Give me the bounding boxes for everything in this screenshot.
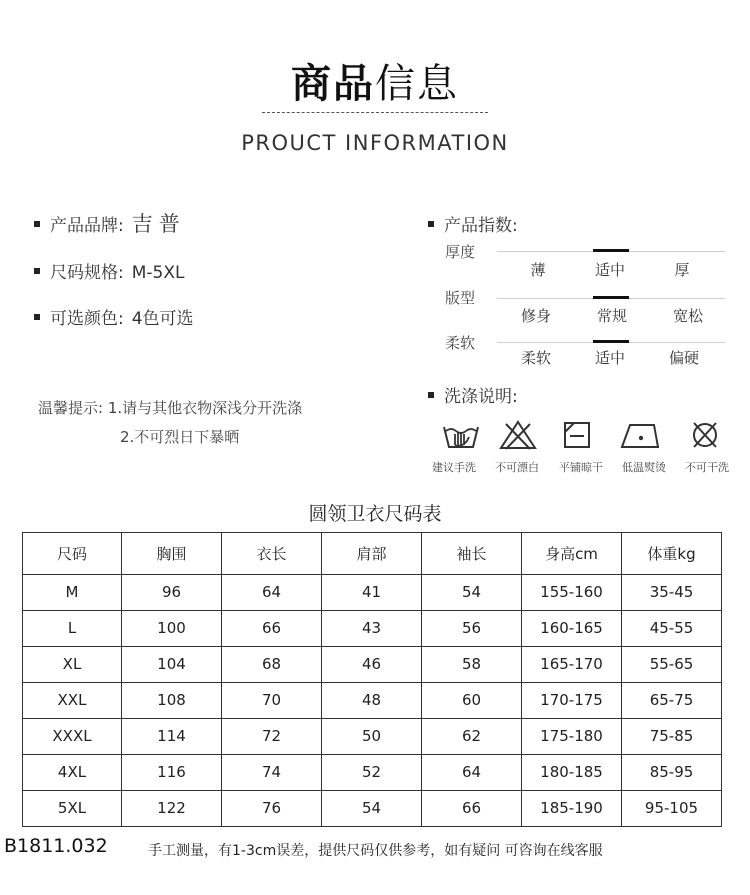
table-cell: XXXL [23, 718, 122, 754]
bullet-icon [34, 268, 40, 274]
table-cell: 52 [322, 754, 422, 790]
table-row [23, 754, 722, 790]
table-cell: 116 [122, 754, 222, 790]
table-header-cell: 尺码 [23, 533, 122, 575]
table-cell: 85-95 [622, 754, 722, 790]
table-cell: 155-160 [522, 574, 622, 610]
table-cell: XXL [23, 682, 122, 718]
table-cell: 48 [322, 682, 422, 718]
color-label: 可选颜色: [50, 309, 124, 329]
table-cell: 5XL [23, 790, 122, 826]
page-title: 商品信息 [291, 61, 459, 107]
index-option: 薄 [530, 261, 546, 279]
table-row [23, 790, 722, 826]
care-label: 不可干洗 [685, 461, 729, 474]
care-heading: 洗涤说明: [428, 382, 518, 407]
table-cell: 60 [422, 682, 522, 718]
index-option: 宽松 [672, 307, 703, 325]
index-option-selected: 适中 [594, 261, 625, 279]
table-cell: 64 [222, 574, 322, 610]
index-option-selected: 常规 [596, 307, 627, 325]
table-cell: 65-75 [622, 682, 722, 718]
table-cell: 35-45 [622, 574, 722, 610]
table-cell: 96 [122, 574, 222, 610]
table-row [23, 574, 722, 610]
bullet-icon [34, 221, 40, 227]
table-cell: 4XL [23, 754, 122, 790]
no-bleach-icon [498, 419, 538, 451]
table-cell: 185-190 [522, 790, 622, 826]
table-cell: 76 [222, 790, 322, 826]
table-cell: 114 [122, 718, 222, 754]
table-cell: 45-55 [622, 610, 722, 646]
color-row [34, 304, 194, 329]
table-cell: 100 [122, 610, 222, 646]
index-marker [593, 340, 629, 343]
index-option: 厚 [674, 261, 690, 279]
page-subtitle: PROUCT INFORMATION [241, 131, 509, 155]
table-cell: 160-165 [522, 610, 622, 646]
table-cell: 175-180 [522, 718, 622, 754]
table-cell: 66 [422, 790, 522, 826]
care-label: 建议手洗 [432, 461, 476, 474]
size-table [22, 532, 722, 827]
table-cell: L [23, 610, 122, 646]
size-spec-value: M-5XL [131, 263, 185, 283]
brand-label: 产品品牌: [50, 216, 124, 236]
index-label-thickness: 厚度 [445, 243, 476, 261]
table-header-row [23, 533, 722, 575]
table-cell: 50 [322, 718, 422, 754]
table-cell: M [23, 574, 122, 610]
table-header-cell: 胸围 [122, 533, 222, 575]
size-spec-row [34, 258, 184, 283]
table-row [23, 646, 722, 682]
table-cell: 55-65 [622, 646, 722, 682]
table-cell: 56 [422, 610, 522, 646]
table-header-cell: 肩部 [322, 533, 422, 575]
table-cell: 165-170 [522, 646, 622, 682]
title-divider [262, 112, 488, 113]
measurement-note: 手工测量，有1-3cm误差，提供尺码仅供参考，如有疑问 可咨询在线客服 [148, 843, 603, 859]
table-cell: 54 [322, 790, 422, 826]
table-cell: 180-185 [522, 754, 622, 790]
size-spec-label: 尺码规格: [50, 263, 124, 283]
tip-line-1: 温馨提示: 1.请与其他衣物深浅分开洗涤 [38, 399, 303, 417]
index-option: 偏硬 [668, 349, 699, 367]
hand-wash-icon [441, 419, 481, 451]
flat-dry-icon [557, 419, 597, 451]
table-cell: 62 [422, 718, 522, 754]
bullet-icon [34, 314, 40, 320]
table-cell: 41 [322, 574, 422, 610]
index-marker [593, 296, 629, 299]
table-cell: 68 [222, 646, 322, 682]
table-cell: 54 [422, 574, 522, 610]
index-option: 柔软 [520, 349, 551, 367]
index-label-fit: 版型 [445, 289, 476, 307]
table-row [23, 682, 722, 718]
product-code: B1811.032 [4, 835, 108, 857]
table-cell: 108 [122, 682, 222, 718]
table-cell: XL [23, 646, 122, 682]
table-cell: 46 [322, 646, 422, 682]
table-row [23, 610, 722, 646]
care-label: 平铺晾干 [559, 461, 603, 474]
table-cell: 66 [222, 610, 322, 646]
index-label-softness: 柔软 [445, 334, 476, 352]
table-cell: 104 [122, 646, 222, 682]
bullet-icon [428, 392, 434, 398]
table-header-cell: 袖长 [422, 533, 522, 575]
table-header-cell: 衣长 [222, 533, 322, 575]
index-option: 修身 [520, 307, 551, 325]
table-cell: 74 [222, 754, 322, 790]
table-row [23, 718, 722, 754]
table-header-cell: 体重kg [622, 533, 722, 575]
index-option-selected: 适中 [594, 349, 625, 367]
table-cell: 75-85 [622, 718, 722, 754]
index-heading: 产品指数: [428, 211, 518, 236]
brand-value: 吉普 [131, 212, 186, 236]
index-marker [593, 249, 629, 252]
table-cell: 95-105 [622, 790, 722, 826]
brand-row [34, 208, 186, 238]
table-cell: 72 [222, 718, 322, 754]
care-label: 低温熨烫 [622, 461, 666, 474]
color-value: 4色可选 [131, 309, 194, 329]
table-header-cell: 身高cm [522, 533, 622, 575]
table-cell: 64 [422, 754, 522, 790]
table-cell: 58 [422, 646, 522, 682]
table-cell: 43 [322, 610, 422, 646]
table-cell: 122 [122, 790, 222, 826]
no-tumble-dry-icon [685, 419, 725, 451]
care-label: 不可漂白 [495, 461, 539, 474]
size-table-title: 圆领卫衣尺码表 [308, 503, 442, 525]
table-cell: 70 [222, 682, 322, 718]
table-cell: 170-175 [522, 682, 622, 718]
low-iron-icon [620, 419, 660, 451]
bullet-icon [428, 221, 434, 227]
tip-line-2: 2.不可烈日下暴晒 [120, 428, 240, 446]
